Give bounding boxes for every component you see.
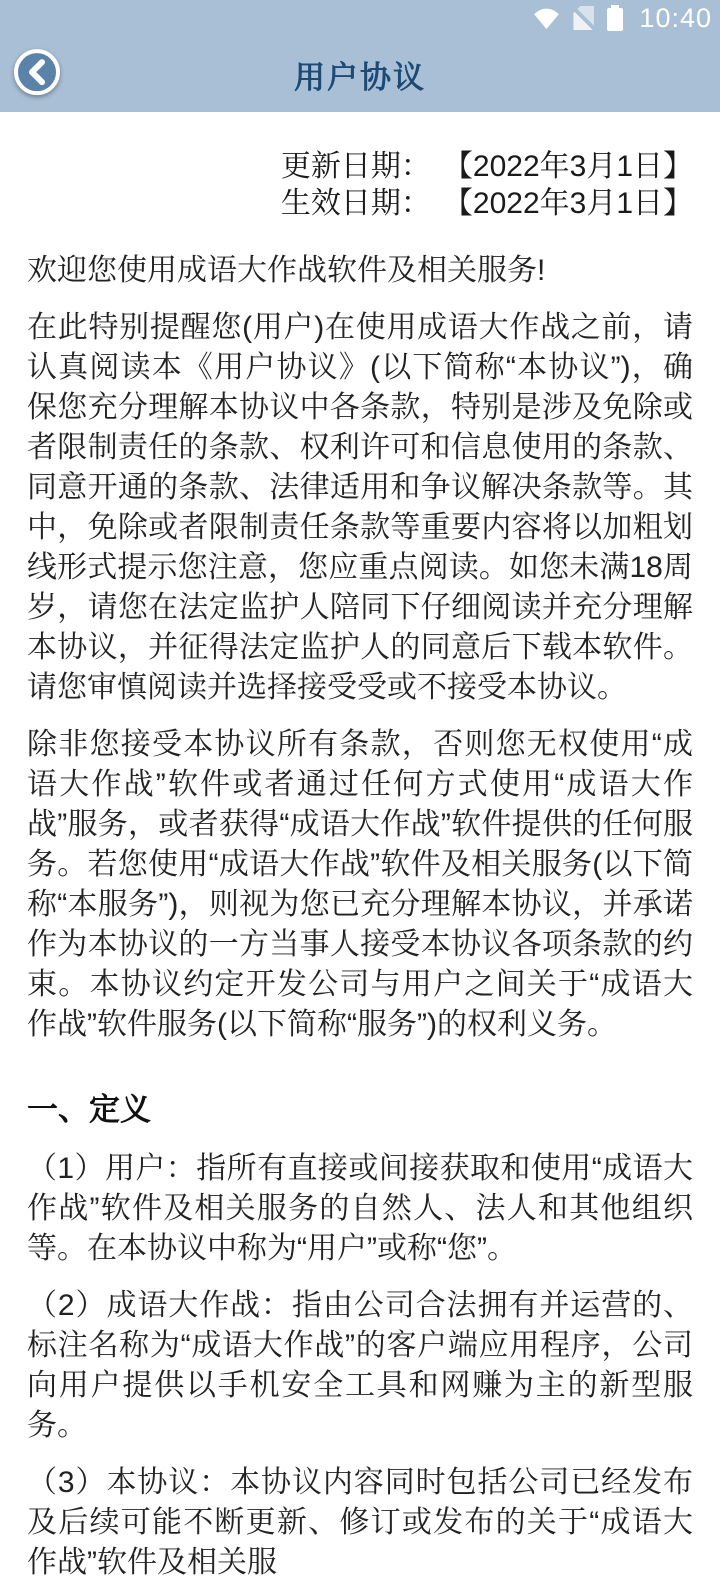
effective-date-row — [27, 185, 693, 222]
status-bar — [0, 0, 720, 36]
definition-item-3: （3）本协议：本协议内容同时包括公司已经发布及后续可能不断更新、修订或发布的关于“成语大作战”软件及相关服 — [27, 1466, 693, 1579]
agreement-body — [0, 112, 720, 1583]
update-date-label: 更新日期： — [280, 150, 431, 183]
definition-item-2: （2）成语大作战：指由公司合法拥有并运营的、标注名称为“成语大作战”的客户端应用程序，公司向用户提供以手机安全工具和网赚为主的新型服务。 — [27, 1289, 693, 1442]
acceptance-paragraph: 除非您接受本协议所有条款，否则您无权使用“成语大作战”软件或者通过任何方式使用“成语大作战”服务，或者获得“成语大作战”软件提供的任何服务。若您使用“成语大作战”软件及相关服务(以下简称“本服务”)，则视为您已充分理解本协议，并承诺作为本协议的一方当事人接受本协议各项条款的约束。本协议约定开发公司与用户之间关于“成语大作战”软件服务(以下简称“服务”)的权利义务。 — [27, 728, 693, 1041]
dates-block — [27, 148, 693, 222]
definition-item-1: （1）用户：指所有直接或间接获取和使用“成语大作战”软件及相关服务的自然人、法人和其他组织等。在本协议中称为“用户”或称“您”。 — [27, 1152, 693, 1265]
update-date-row — [27, 148, 693, 185]
welcome-paragraph: 欢迎您使用成语大作战软件及相关服务! — [27, 254, 546, 287]
section-heading-definitions: 一、定义 — [27, 1092, 151, 1127]
update-date-value: 【2022年3月1日】 — [457, 150, 693, 183]
back-button[interactable] — [14, 49, 60, 95]
effective-date-label: 生效日期： — [280, 187, 431, 220]
page-title: 用户协议 — [294, 59, 426, 95]
status-time: 10:40 — [639, 2, 712, 33]
header — [0, 36, 720, 112]
wifi-icon — [533, 6, 560, 30]
no-sim-icon — [573, 6, 594, 30]
battery-icon — [607, 8, 623, 31]
notice-paragraph: 在此特别提醒您(用户)在使用成语大作战之前，请认真阅读本《用户协议》(以下简称“本协议”)，确保您充分理解本协议中各条款，特别是涉及免除或者限制责任的条款、权利许可和信息使用的条款、同意开通的条款、法律适用和争议解决条款等。其中，免除或者限制责任条款等重要内容将以加粗划线形式提示您注意，您应重点阅读。如您未满18周岁，请您在法定监护人陪同下仔细阅读并充分理解本协议，并征得法定监护人的同意后下载本软件。请您审慎阅读并选择接受受或不接受本协议。 — [27, 311, 693, 704]
effective-date-value: 【2022年3月1日】 — [457, 187, 693, 220]
chevron-left-icon — [25, 58, 49, 86]
